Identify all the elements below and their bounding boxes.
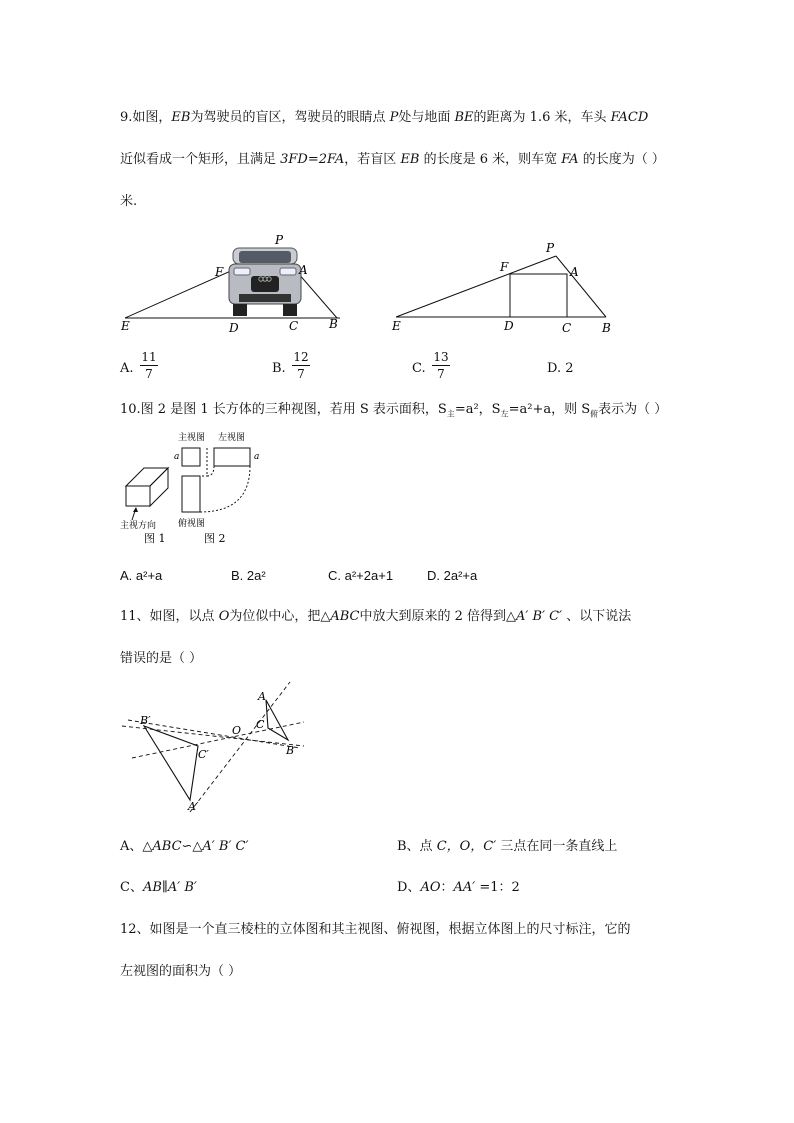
q10-option-d[interactable]: D. 2a²+a: [427, 568, 478, 583]
q11-option-d[interactable]: D、AO：AA′ =1：2: [397, 880, 520, 895]
label-A: A: [258, 690, 266, 703]
car-image: [229, 248, 301, 316]
q9-line-1: 9.如图，EB为驾驶员的盲区，驾驶员的眼睛点 P处与地面 BE的距离为 1.6 米，车头 FACD: [120, 110, 649, 125]
q10-option-b[interactable]: B. 2a²: [231, 568, 266, 583]
q11-figure: [118, 676, 308, 816]
q9-line-3: 米.: [120, 194, 138, 209]
q9-option-d[interactable]: D. 2: [547, 361, 574, 376]
q9-option-a-fraction: 11 7: [141, 350, 157, 381]
caption-figure-1: 图 1: [144, 532, 166, 545]
top-view-rect: [182, 476, 200, 512]
q9-line-2: 近似看成一个矩形，且满足 3FD=2FA，若盲区 EB 的长度是 6 米，则车宽 FA 的长度为（ ）: [120, 152, 665, 167]
q12-line-2: 左视图的面积为（ ）: [120, 964, 242, 979]
q10-figure: [116, 428, 276, 548]
label-a-1: a: [174, 452, 180, 462]
q9-figure-geometry: [390, 236, 620, 340]
q11-option-b[interactable]: B、点 C，O，C′ 三点在同一条直线上: [397, 839, 618, 854]
caption-figure-2: 图 2: [204, 532, 226, 545]
label-C-prime: C′: [198, 748, 209, 761]
label-C-right: C: [562, 321, 572, 335]
label-B-right: B: [602, 321, 611, 335]
q9-option-a[interactable]: A.: [120, 361, 134, 376]
q9-option-b[interactable]: B.: [272, 361, 286, 376]
q11-option-c[interactable]: C、AB∥A′ B′: [120, 880, 197, 895]
label-C-left: C: [289, 319, 299, 333]
q11-line-2: 错误的是（ ）: [120, 651, 203, 666]
q12-line-1: 12、如图是一个直三棱柱的立体图和其主视图、俯视图，根据立体图上的尺寸标注，它的: [120, 922, 631, 937]
label-B: B: [286, 744, 295, 757]
label-B-prime: B′: [140, 714, 151, 727]
label-E-right: E: [392, 319, 401, 333]
q9-option-c[interactable]: C.: [412, 361, 426, 376]
label-main-view: 主视图: [178, 433, 206, 443]
label-a-2: a: [254, 452, 260, 462]
triangle-abc-prime: [144, 726, 198, 800]
label-B-left: B: [329, 317, 338, 331]
label-D-left: D: [229, 321, 239, 335]
label-D-right: D: [504, 319, 514, 333]
label-P-right: P: [546, 241, 555, 255]
label-A-prime: A′: [188, 800, 199, 813]
label-F-left: F: [215, 265, 224, 279]
q10-stem: 10.图 2 是图 1 长方体的三种视图，若用 S 表示面积，$S_主=a^2$，$S_左=a^2+a$，则 $S_俯$表示为（ ）: [120, 402, 668, 419]
q9-option-c-fraction: 13 7: [433, 350, 449, 381]
main-view-rect: [182, 448, 200, 466]
left-view-rect: [214, 448, 250, 466]
label-E-left: E: [121, 319, 130, 333]
label-A-left: A: [299, 263, 308, 277]
cuboid-3d: [126, 468, 168, 506]
label-F-right: F: [500, 260, 509, 274]
q9-option-b-fraction: 12 7: [293, 350, 309, 381]
label-direction: 主视方向: [120, 521, 157, 531]
label-top-view: 俯视图: [178, 519, 206, 529]
q10-option-a[interactable]: A. a²+a: [120, 568, 163, 583]
label-A-right: A: [570, 265, 579, 279]
label-P-left: P: [275, 233, 284, 247]
q9-figure-car: [115, 228, 355, 338]
label-C: C: [256, 718, 265, 731]
triangle-abc: [266, 700, 288, 740]
label-O: O: [232, 724, 242, 737]
label-left-view: 左视图: [218, 433, 246, 443]
q11-option-a[interactable]: A、△ABC∽△A′ B′ C′: [120, 839, 249, 854]
q10-option-c[interactable]: C. a²+2a+1: [328, 568, 394, 583]
q11-line-1: 11、如图，以点 O为位似中心，把△ABC中放大到原来的 2 倍得到△A′ B′ C′ 、以下说法: [120, 609, 632, 624]
